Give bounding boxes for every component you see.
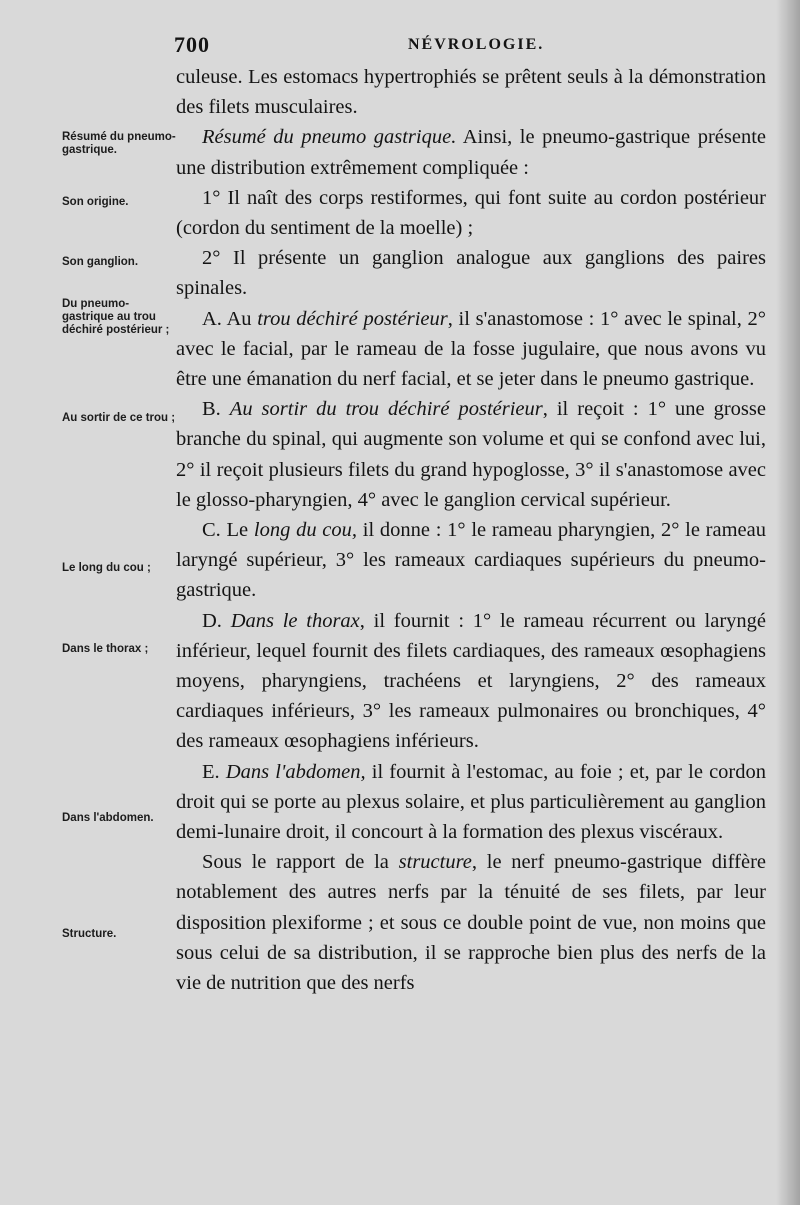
margin-note-thorax: Dans le thorax ; (62, 643, 149, 655)
paragraph-b: B. Au sortir du trou déchiré postérieur, il reçoit : 1° une grosse branche du spinal, qui augmente son volume et qui se confond avec lui, 2° il reçoit plusieurs filets du grand hypoglosse, 3° il s'anastomose avec le glosso-pharyngien, 4° avec le ganglion cervical supérieur. (176, 398, 766, 511)
margin-note-trou-dechire: Du pneumo-gastrique au trou déchiré postérieur ; (62, 298, 170, 336)
paragraph-continuation: culeuse. Les estomacs hypertrophiés se prêtent seuls à la démonstration des filets musculaires. (176, 66, 766, 119)
margin-note-abdomen: Dans l'abdomen. (62, 812, 154, 824)
paragraph-a: A. Au trou déchiré postérieur, il s'anastomose : 1° avec le spinal, 2° avec le facial, par le rameau de la fosse jugulaire, que nous avons vu être une émanation du nerf facial, et se jeter dans le pneumo gastrique. (176, 307, 767, 391)
paragraph-e: E. Dans l'abdomen, il fournit à l'estomac, au foie ; et, par le cordon droit qui se porte au plexus solaire, et plus particulièrement au ganglion demi-lunaire droit, il concourt à la formation des plexus viscéraux. (176, 760, 766, 844)
margin-note-sortir-trou: Au sortir de ce trou ; (62, 412, 176, 424)
margin-note-origine: Son origine. (62, 196, 129, 208)
paragraph-d: D. Dans le thorax, il fournit : 1° le rameau récurrent ou laryngé inférieur, lequel fournit des filets cardiaques, des rameaux œsophagiens moyens, pharyngiens, trachéens et laryngiens, 2° des rameaux cardiaques inférieurs, 3° les rameaux pulmonaires ou bronchiques, 4° des rameaux œsophagiens inférieurs. (176, 609, 766, 753)
running-title: NÉVROLOGIE. (408, 36, 545, 53)
page-edge-shadow (776, 0, 800, 1205)
margin-note-resume: Résumé du pneumo-gastrique. (62, 131, 176, 156)
paragraph-ganglion: 2° Il présente un ganglion analogue aux ganglions des paires spinales. (176, 247, 766, 300)
margin-note-structure: Structure. (62, 928, 117, 940)
page-number: 700 (174, 32, 210, 57)
paragraph-resume: Résumé du pneumo gastrique. Ainsi, le pneumo-gastrique présente une distribution extrêmement compliquée : (176, 126, 766, 179)
paragraph-structure: Sous le rapport de la structure, le nerf pneumo-gastrique diffère notablement des autres nerfs par la ténuité de ses filets, par leur disposition plexiforme ; et sous ce double point de vue, non moins que sous celui de sa distribution, il se rapproche bien plus des nerfs de la vie de nutrition que des nerfs (176, 851, 766, 995)
body-text (176, 62, 766, 998)
page-header (174, 32, 734, 58)
margin-note-cou: Le long du cou ; (62, 562, 151, 574)
paragraph-origine: 1° Il naît des corps restiformes, qui font suite au cordon postérieur (cordon du sentiment de la moelle) ; (176, 186, 766, 240)
paragraph-c: C. Le long du cou, il donne : 1° le rameau pharyngien, 2° le rameau laryngé supérieur, 3° les rameaux cardiaques supérieurs du pneumo-gastrique. (176, 519, 767, 602)
margin-note-ganglion: Son ganglion. (62, 256, 139, 268)
